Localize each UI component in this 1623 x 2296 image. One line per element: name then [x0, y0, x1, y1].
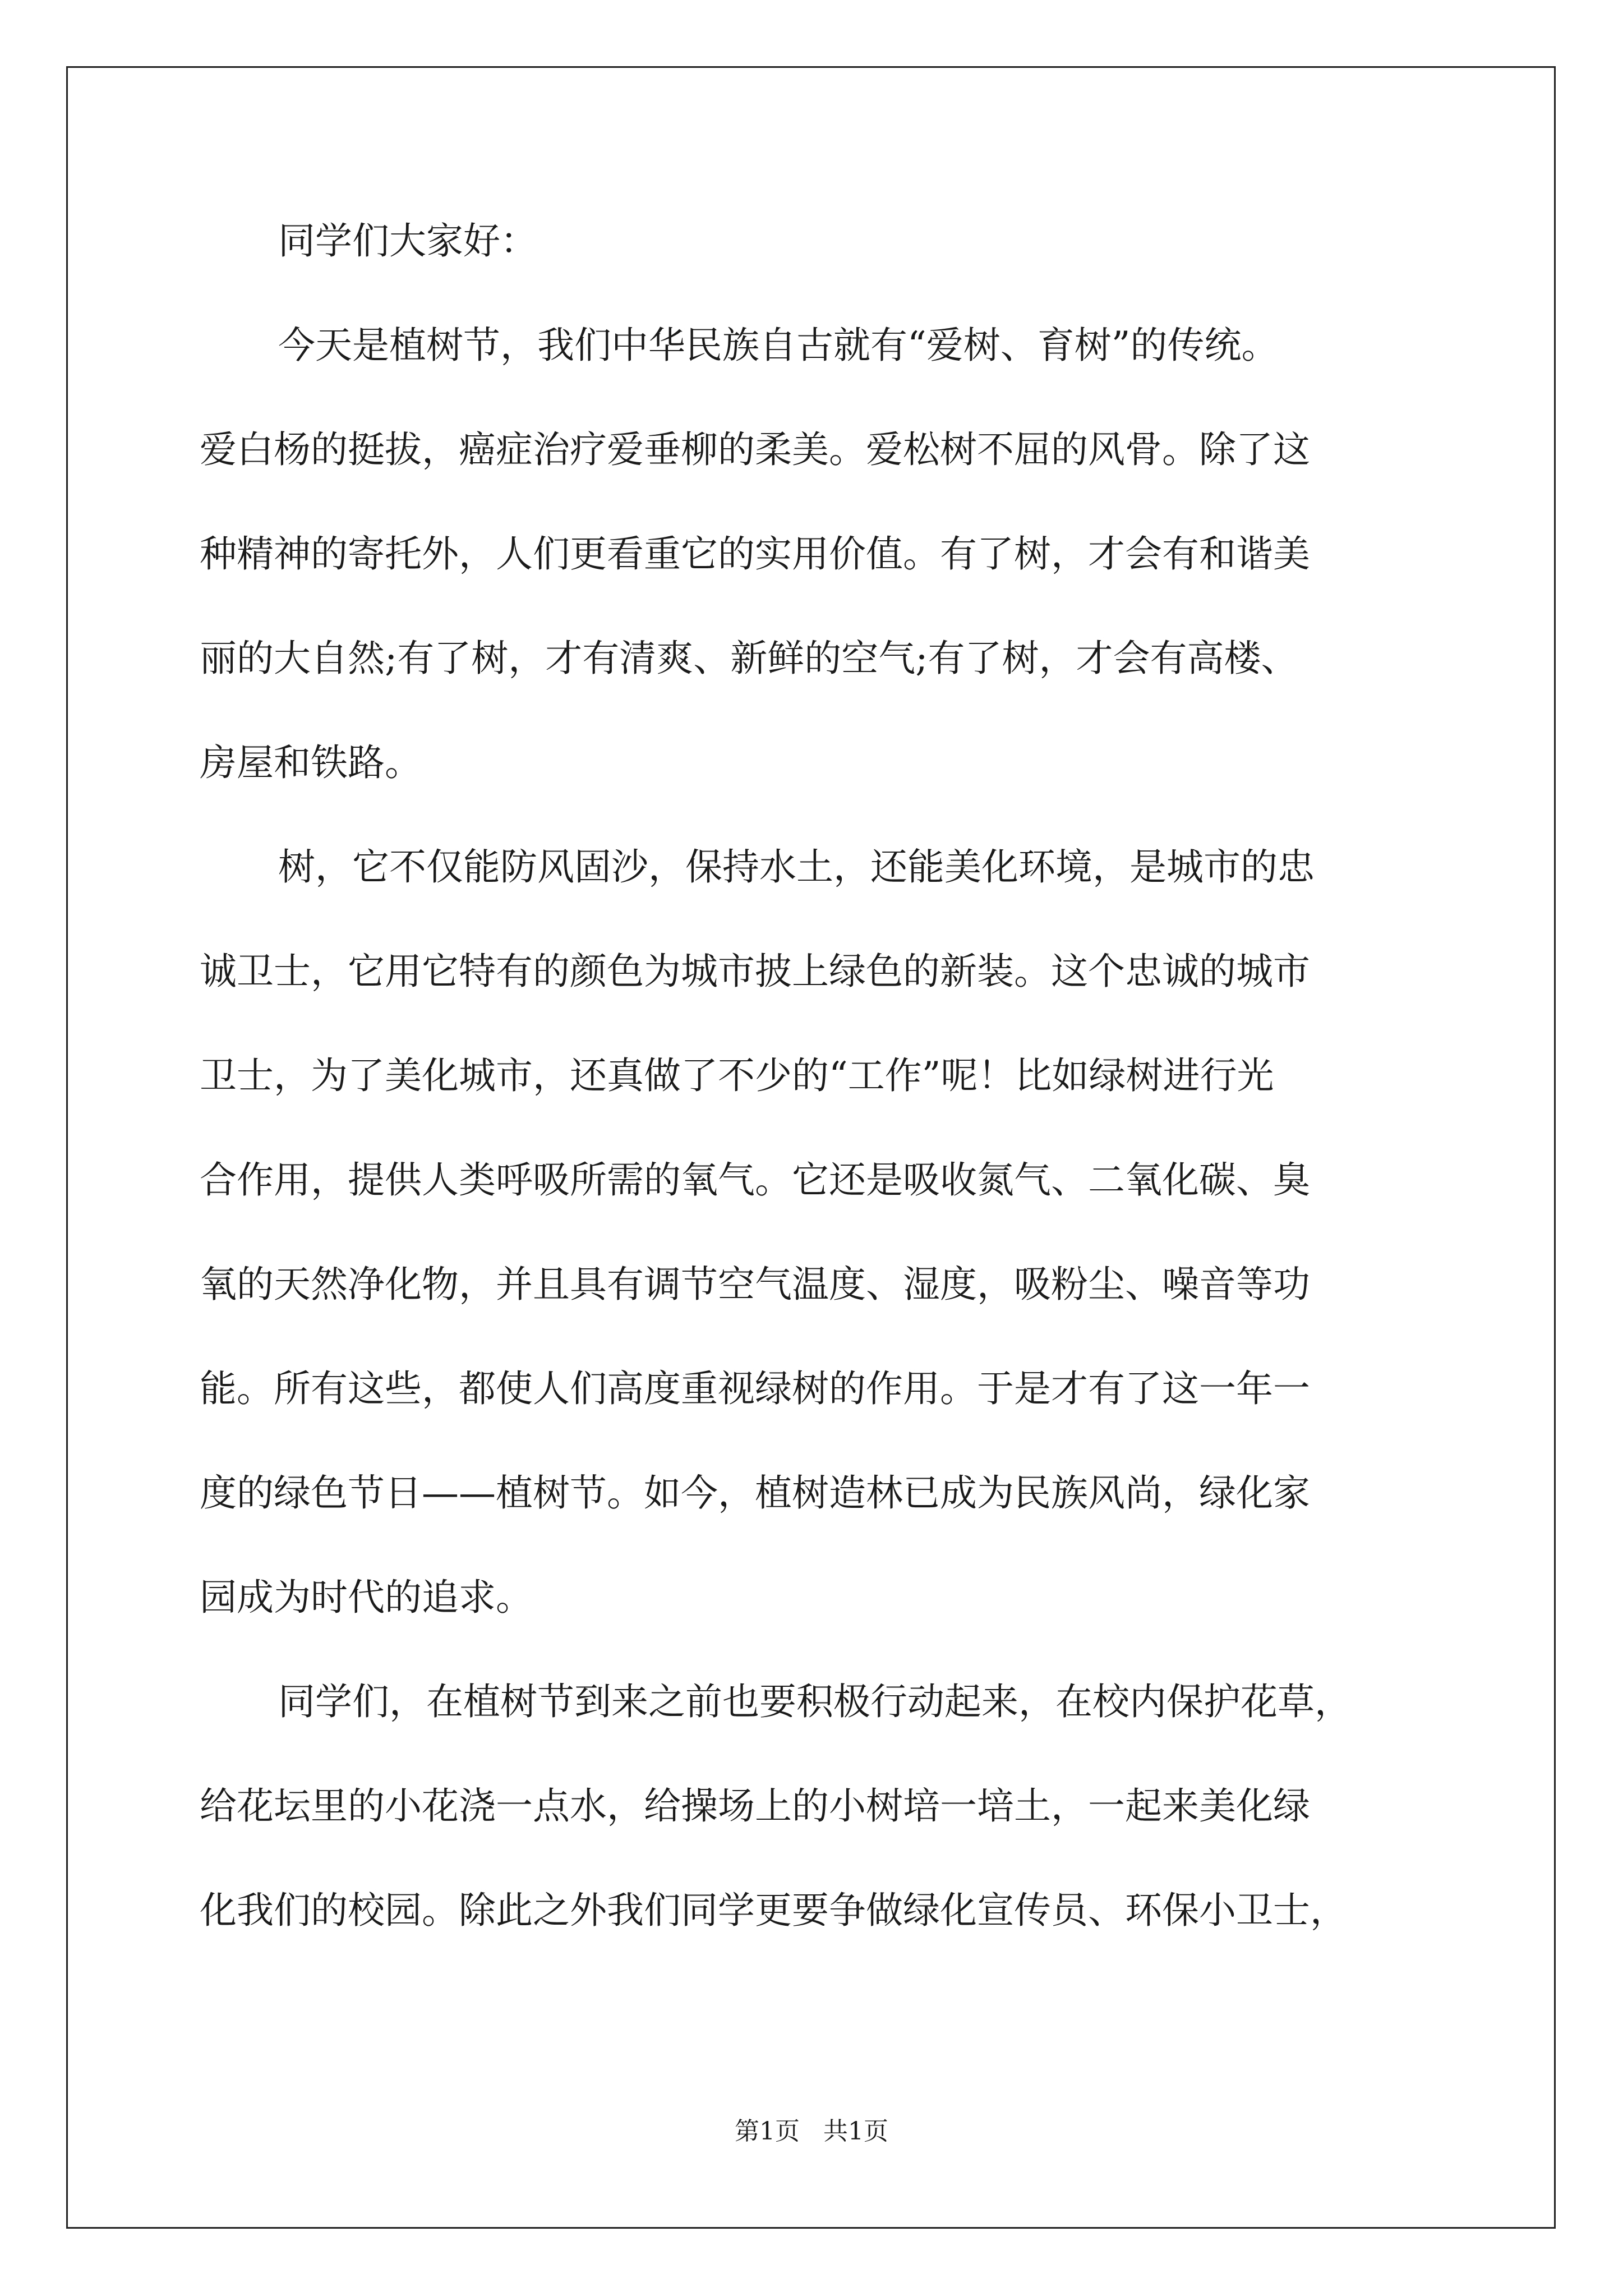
- page-number-footer: 第1页 共1页: [735, 2117, 888, 2146]
- text-line: 今天是植树节，我们中华民族自古就有“爱树、育树”的传统。: [278, 324, 1279, 367]
- text-line: 氧的天然净化物，并且具有调节空气温度、湿度，吸粉尘、噪音等功: [200, 1263, 1310, 1306]
- text-line: 房屋和铁路。: [200, 741, 422, 784]
- text-line: 爱白杨的挺拔，癌症治疗爱垂柳的柔美。爱松树不屈的风骨。除了这: [200, 428, 1310, 471]
- text-line: 同学们大家好：: [278, 219, 537, 263]
- text-line: 给花坛里的小花浇一点水，给操场上的小树培一培土，一起来美化绿: [200, 1784, 1310, 1828]
- text-line: 合作用，提供人类呼吸所需的氧气。它还是吸收氮气、二氧化碳、臭: [200, 1158, 1310, 1202]
- text-line: 卫士，为了美化城市，还真做了不少的“工作”呢！比如绿树进行光: [200, 1054, 1274, 1097]
- text-line: 化我们的校园。除此之外我们同学更要争做绿化宣传员、环保小卫士，: [200, 1889, 1347, 1932]
- text-line: 同学们，在植树节到来之前也要积极行动起来，在校内保护花草，: [278, 1680, 1352, 1723]
- text-line: 丽的大自然;有了树，才有清爽、新鲜的空气;有了树，才会有高楼、: [200, 637, 1298, 680]
- text-line: 树，它不仅能防风固沙，保持水土，还能美化环境，是城市的忠: [278, 845, 1315, 889]
- text-line: 度的绿色节日——植树节。如今，植树造林已成为民族风尚，绿化家: [200, 1471, 1310, 1515]
- text-line: 园成为时代的追求。: [200, 1576, 533, 1619]
- text-line: 能。所有这些，都使人们高度重视绿树的作用。于是才有了这一年一: [200, 1367, 1310, 1410]
- text-line: 种精神的寄托外，人们更看重它的实用价值。有了树，才会有和谐美: [200, 532, 1310, 576]
- text-line: 诚卫士，它用它特有的颜色为城市披上绿色的新装。这个忠诚的城市: [200, 950, 1310, 993]
